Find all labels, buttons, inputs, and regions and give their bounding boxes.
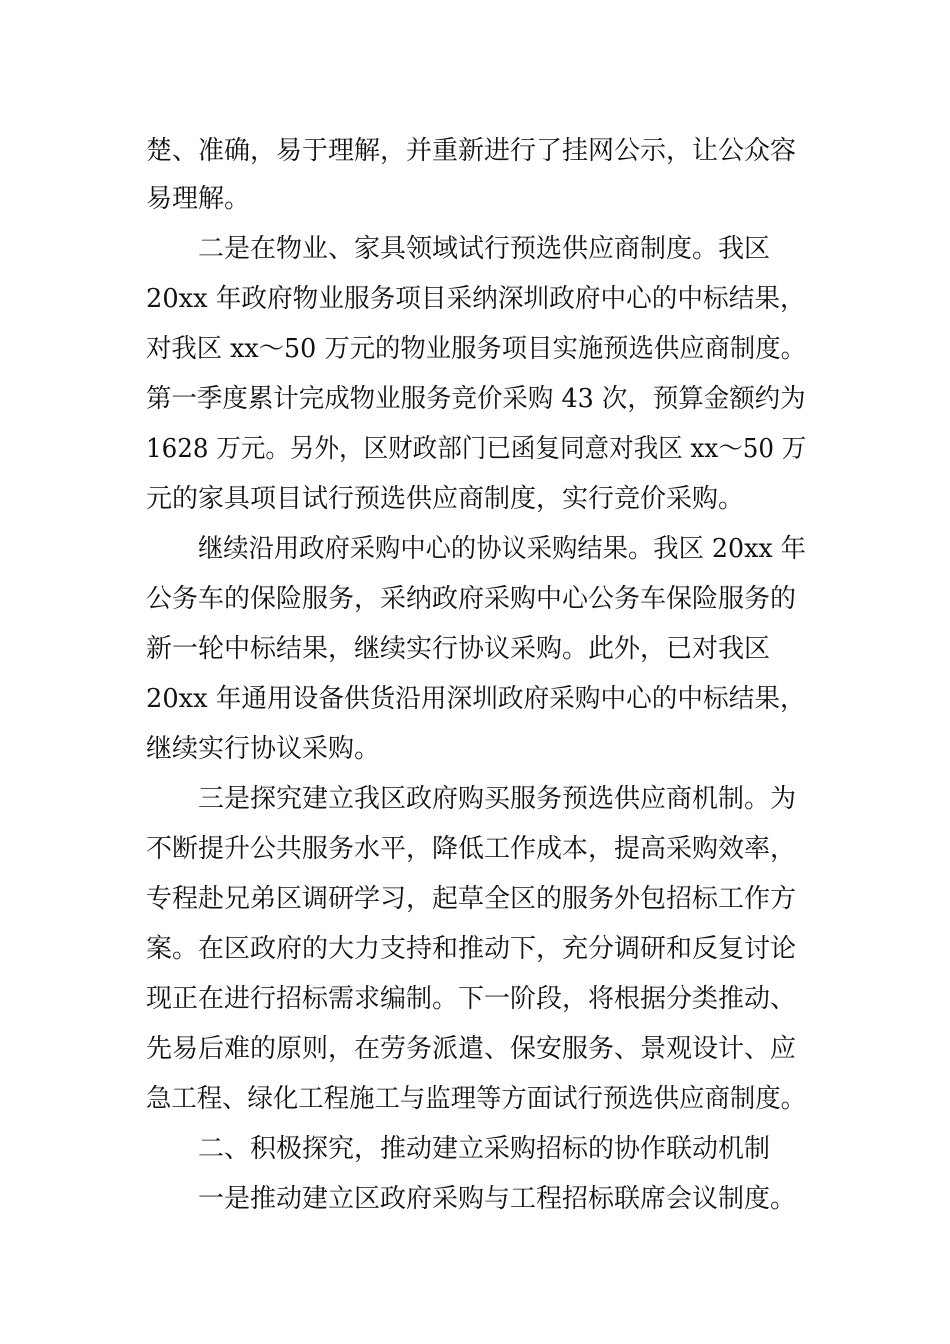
text-line: 对我区 xx～50 万元的物业服务项目实施预选供应商制度。	[146, 334, 806, 364]
text-line: 案。在区政府的大力支持和推动下，充分调研和反复讨论	[146, 934, 797, 964]
text-line: 公务车的保险服务，采纳政府采购中心公务车保险服务的	[146, 584, 797, 614]
text-line: 急工程、绿化工程施工与监理等方面试行预选供应商制度。	[146, 1084, 806, 1114]
section-heading: 二、积极探究，推动建立采购招标的协作联动机制	[198, 1134, 771, 1164]
paragraph-first-line: 一是推动建立区政府采购与工程招标联席会议制度。	[198, 1184, 797, 1214]
paragraph-first-line: 继续沿用政府采购中心的协议采购结果。我区 20xx 年	[198, 534, 806, 564]
text-line: 新一轮中标结果，继续实行协议采购。此外，已对我区	[146, 634, 771, 664]
text-line: 专程赴兄弟区调研学习，起草全区的服务外包招标工作方	[146, 884, 797, 914]
text-line: 先易后难的原则，在劳务派遣、保安服务、景观设计、应	[146, 1034, 797, 1064]
text-line: 楚、准确，易于理解，并重新进行了挂网公示，让公众容	[146, 136, 797, 166]
text-line: 不断提升公共服务水平，降低工作成本，提高采购效率，	[146, 834, 797, 864]
text-line: 元的家具项目试行预选供应商制度，实行竞价采购。	[146, 484, 745, 514]
text-line: 20xx 年通用设备供货沿用深圳政府采购中心的中标结果，	[146, 684, 806, 714]
paragraph-first-line: 二是在物业、家具领域试行预选供应商制度。我区	[198, 234, 771, 264]
text-line: 1628 万元。另外，区财政部门已函复同意对我区 xx～50 万	[146, 434, 807, 464]
text-line: 现正在进行招标需求编制。下一阶段，将根据分类推动、	[146, 984, 797, 1014]
text-line: 第一季度累计完成物业服务竞价采购 43 次，预算金额约为	[146, 384, 806, 414]
text-line: 20xx 年政府物业服务项目采纳深圳政府中心的中标结果，	[146, 284, 806, 314]
text-line: 继续实行协议采购。	[146, 734, 381, 764]
text-line: 易理解。	[146, 184, 251, 214]
paragraph-first-line: 三是探究建立我区政府购买服务预选供应商机制。为	[198, 784, 797, 814]
